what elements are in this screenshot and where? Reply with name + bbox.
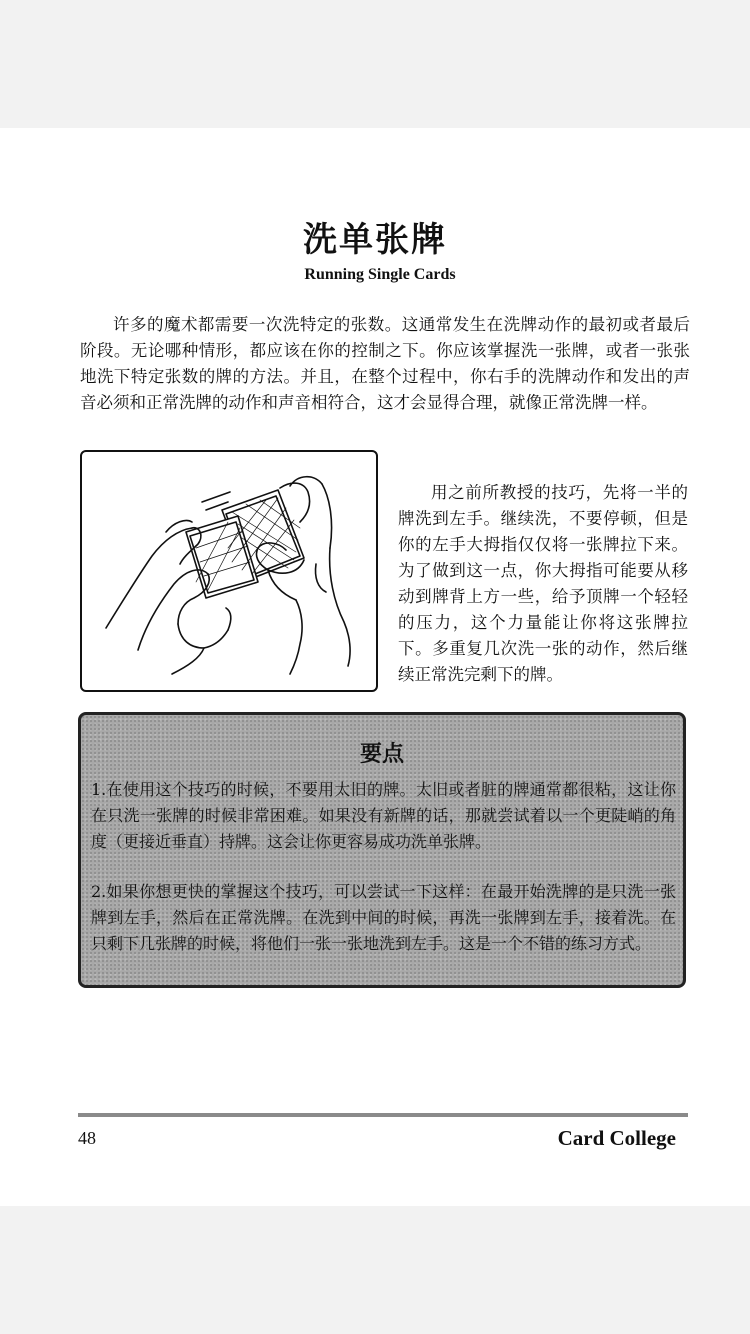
book-title: Card College bbox=[557, 1126, 676, 1150]
intro-paragraph: 许多的魔术都需要一次洗特定的张数。这通常发生在洗牌动作的最初或者最后阶段。无论哪种情形，都应该在你的控制之下。你应该掌握洗一张牌，或者一张张地洗下特定张数的牌的方法。并且，在整个过程中，你右手的洗牌动作和发出的声音必须和正常洗牌的动作和声音相符合，这才会显得合理，就像正常洗牌一样。 bbox=[80, 315, 690, 412]
page-number: 48 bbox=[78, 1128, 96, 1148]
hands-shuffle-illustration bbox=[82, 452, 376, 690]
page-subtitle: Running Single Cards bbox=[304, 266, 456, 283]
tips-box bbox=[78, 712, 686, 988]
side-paragraph: 用之前所教授的技巧，先将一半的牌洗到左手。继续洗，不要停顿，但是你的左手大拇指仅仅将一张牌拉下来。为了做到这一点，你大拇指可能要从移动到牌背上方一些，给予顶牌一个轻轻的压力，这个力量能让你将这张牌拉下。多重复几次洗一张的动作，然后继续正常洗完剩下的牌。 bbox=[398, 483, 688, 684]
footer-divider bbox=[78, 1113, 688, 1117]
tip-item-1: 1.在使用这个技巧的时候，不要用太旧的牌。太旧或者脏的牌通常都很粘，这让你在只洗一张牌的时候非常困难。如果没有新牌的话，那就尝试着以一个更陡峭的角度（更接近垂直）持牌。这会让你更容易成功洗单张牌。 bbox=[91, 780, 676, 851]
tip-item-2: 2.如果你想更快的掌握这个技巧，可以尝试一下这样：在最开始洗牌的是只洗一张牌到左手，然后在正常洗牌。在洗到中间的时候，再洗一张牌到左手，接着洗。在只剩下几张牌的时候，将他们一张一张地洗到左手。这是一个不错的练习方式。 bbox=[91, 882, 676, 953]
illustration-frame bbox=[80, 450, 378, 692]
tips-title: 要点 bbox=[359, 742, 404, 767]
book-page bbox=[0, 128, 750, 1206]
page-title: 洗单张牌 bbox=[303, 220, 447, 260]
